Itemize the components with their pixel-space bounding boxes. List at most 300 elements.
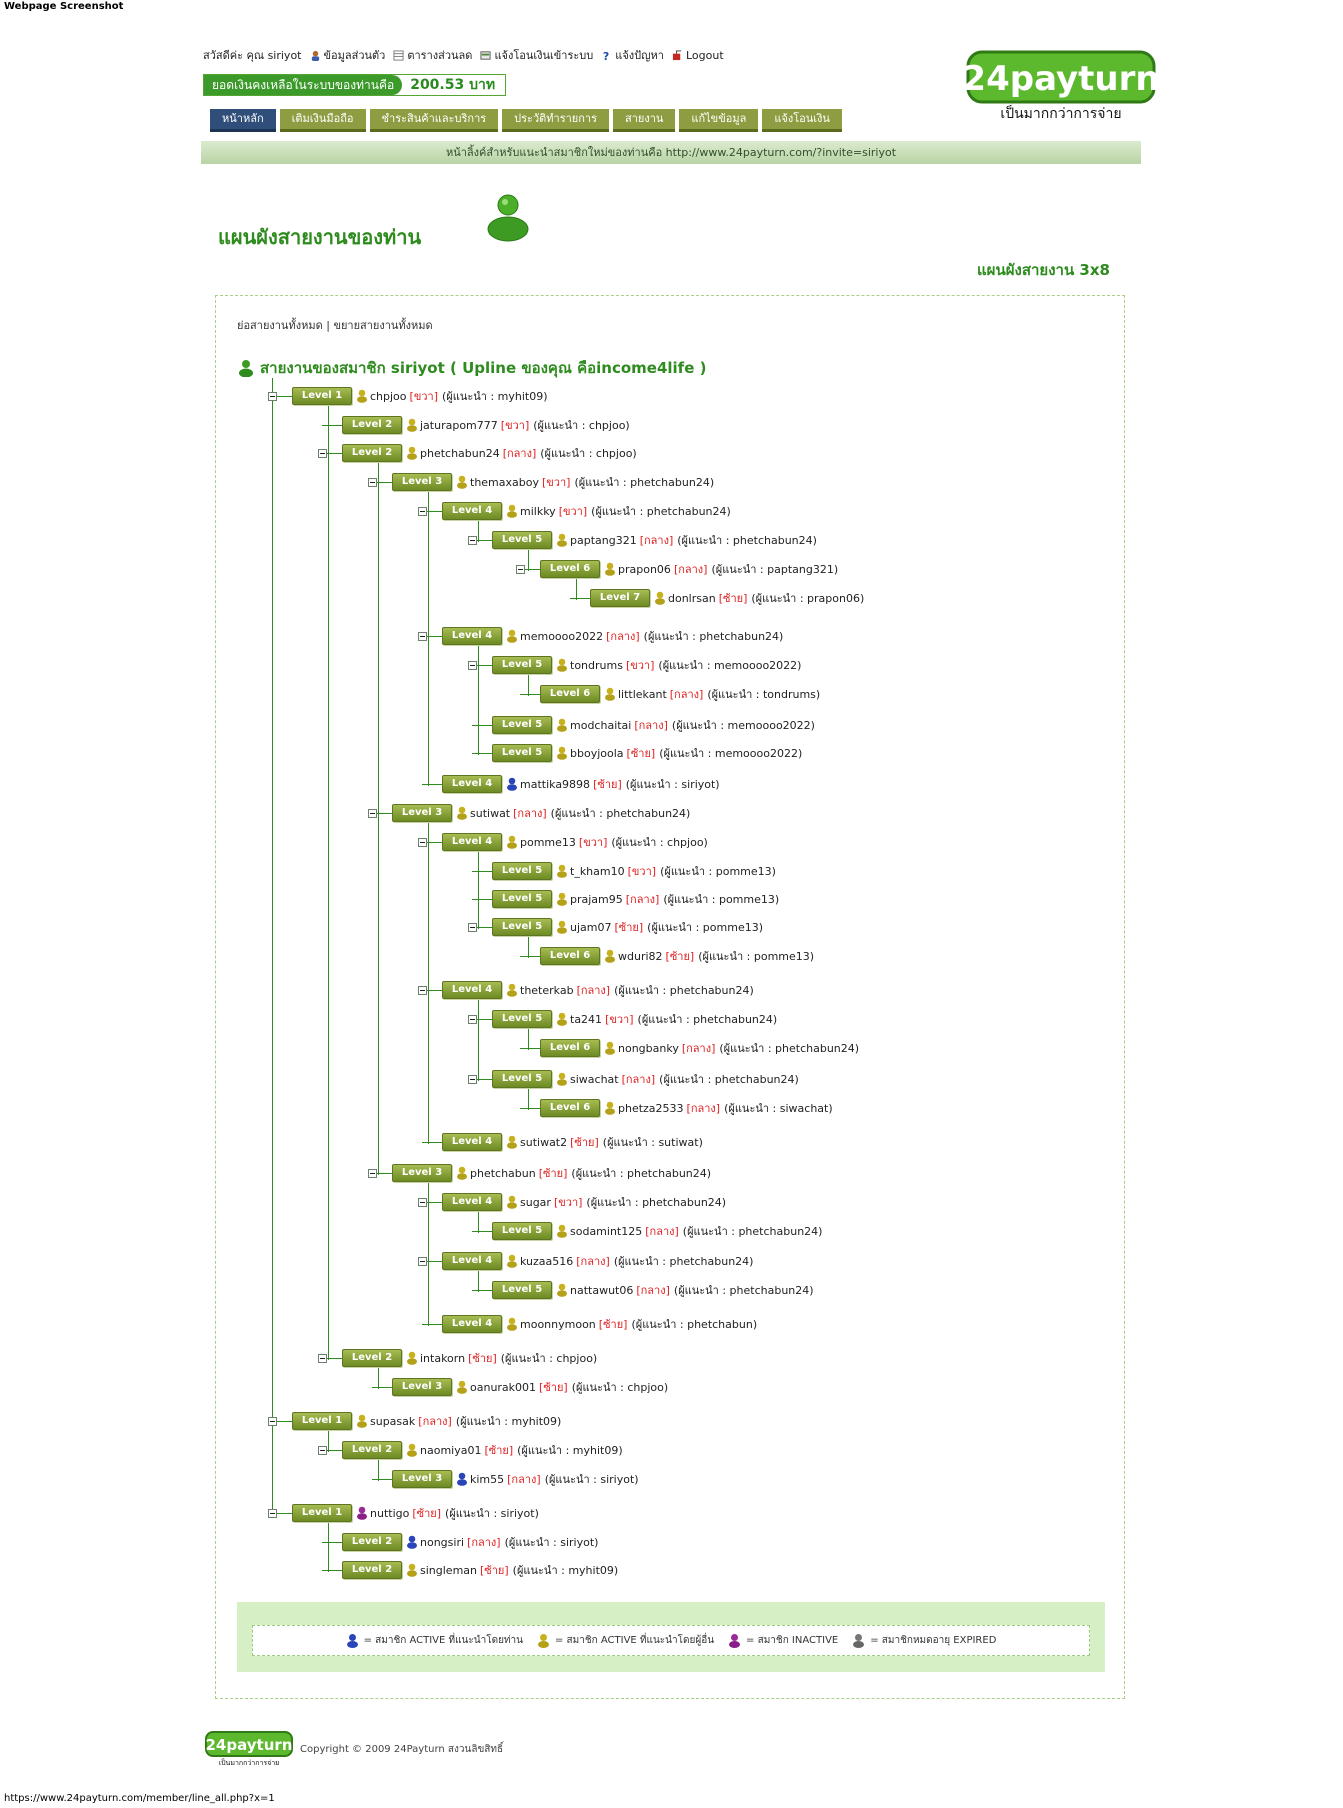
tree-connector [472, 899, 492, 900]
member-referrer: (ผู้แนะนำ : myhit09) [512, 1564, 619, 1577]
plan-label: แผนผังสายงาน 3x8 [977, 261, 1110, 279]
yellow-member-icon [556, 1012, 568, 1026]
member-position: [ขวา] [558, 505, 588, 518]
member-position: [กลาง] [621, 1073, 656, 1086]
yellow-member-icon [604, 687, 616, 701]
tree-node[interactable] [392, 1164, 711, 1182]
legend [252, 1625, 1090, 1656]
member-username: prajam95 [570, 892, 623, 906]
tree-connector [428, 1173, 429, 1326]
tree-node[interactable] [492, 918, 763, 936]
member-position: [ซ้าย] [539, 1381, 568, 1394]
member-referrer: (ผู้แนะนำ : myhit09) [455, 1415, 562, 1428]
level-badge: Level 5 [492, 1010, 552, 1028]
member-username: chpjoo [370, 389, 407, 403]
expand-collapse-toggle[interactable] [418, 507, 427, 516]
level-badge: Level 4 [442, 1133, 502, 1151]
tree-connector [520, 694, 540, 695]
expand-collapse-toggle[interactable] [468, 661, 477, 670]
yellow-member-icon [506, 1135, 518, 1149]
status-bar-url: https://www.24payturn.com/member/line_all.php?x=1 [4, 1793, 275, 1804]
tree-connector [372, 1387, 392, 1388]
level-badge: Level 1 [292, 1504, 352, 1522]
member-position: [ขวา] [500, 419, 530, 432]
expand-collapse-toggle[interactable] [368, 809, 377, 818]
member-username: intakorn [420, 1351, 466, 1365]
expand-collapse-toggle[interactable] [368, 1169, 377, 1178]
level-badge: Level 4 [442, 981, 502, 999]
tree-connector [328, 396, 329, 1360]
collapse-all-link[interactable]: ย่อสายงานทั้งหมด [237, 319, 323, 332]
tree-node[interactable] [442, 1252, 753, 1270]
member-position: [กลาง] [625, 893, 660, 906]
notify-transfer-label: แจ้งโอนเงินเข้าระบบ [494, 49, 594, 62]
member-position: [กลาง] [606, 630, 640, 643]
tree-node[interactable] [442, 1315, 757, 1333]
yellow-member-icon [556, 1283, 568, 1297]
yellow-member-icon [556, 718, 568, 732]
money-transfer-icon [480, 50, 491, 61]
tree-node[interactable] [442, 833, 708, 851]
blue-member-icon [456, 1472, 468, 1486]
level-badge: Level 6 [540, 560, 600, 578]
level-badge: Level 2 [342, 1533, 402, 1551]
level-badge: Level 2 [342, 1441, 402, 1459]
member-referrer: (ผู้แนะนำ : siriyot) [625, 778, 720, 791]
yellow-member-icon [556, 920, 568, 934]
member-position: [ซ้าย] [412, 1507, 442, 1520]
legend-text: = สมาชิก ACTIVE ที่แนะนำโดยท่าน [363, 1635, 523, 1646]
member-referrer: (ผู้แนะนำ : phetchabun24) [659, 1073, 799, 1086]
member-username: themaxaboy [470, 475, 539, 489]
level-badge: Level 1 [292, 387, 352, 405]
legend-item-active-others [537, 1633, 714, 1648]
tree-node[interactable] [392, 473, 714, 491]
expand-collapse-toggle[interactable] [418, 1198, 427, 1207]
member-username: nattawut06 [570, 1283, 634, 1297]
yellow-member-icon [654, 591, 666, 605]
member-position: [ซ้าย] [484, 1444, 514, 1457]
tree-connector [520, 1048, 540, 1049]
yellow-member-icon [506, 1195, 518, 1209]
yellow-member-icon [604, 1041, 616, 1055]
expand-collapse-toggle[interactable] [468, 536, 477, 545]
blue-member-icon [346, 1633, 359, 1648]
expand-collapse-toggle[interactable] [468, 923, 477, 932]
member-username: tondrums [570, 658, 623, 672]
member-referrer: (ผู้แนะนำ : phetchabun24) [637, 1013, 778, 1026]
greeting-text: สวัสดีค่ะ คุณ siriyot [203, 49, 302, 62]
member-position: [ขวา] [553, 1196, 583, 1209]
yellow-member-icon [506, 835, 518, 849]
tree-connector [422, 1142, 442, 1143]
tree-connector [520, 956, 540, 957]
logout-label: Logout [685, 48, 724, 62]
member-referrer: (ผู้แนะนำ : phetchabun) [631, 1318, 758, 1331]
level-badge: Level 3 [392, 1378, 452, 1396]
level-badge: Level 7 [590, 589, 650, 607]
yellow-member-icon [456, 806, 468, 820]
tree-node[interactable] [540, 685, 820, 703]
level-badge: Level 2 [342, 1561, 402, 1579]
tree-connector [322, 425, 342, 426]
legend-text: = สมาชิก ACTIVE ที่แนะนำโดยผู้อื่น [554, 1635, 715, 1646]
member-referrer: (ผู้แนะนำ : sutiwat) [602, 1136, 703, 1149]
balance-box [203, 74, 506, 96]
tree-node[interactable] [492, 656, 801, 674]
member-referrer: (ผู้แนะนำ : myhit09) [442, 390, 548, 403]
expand-collapse-toggle[interactable] [318, 1446, 327, 1455]
member-position: [ซ้าย] [626, 747, 656, 760]
member-referrer: (ผู้แนะนำ : phetchabun24) [574, 476, 715, 489]
tree-node[interactable] [442, 1133, 703, 1151]
member-position: [ซ้าย] [468, 1352, 497, 1365]
member-referrer: (ผู้แนะนำ : chpjoo) [571, 1381, 669, 1394]
level-badge: Level 4 [442, 1252, 502, 1270]
tree-node[interactable] [492, 1222, 822, 1240]
root-member-icon [238, 359, 254, 377]
member-username: jaturapom777 [420, 418, 498, 432]
tree-connector [472, 871, 492, 872]
tree-node[interactable] [342, 1441, 623, 1459]
profile-link[interactable] [310, 46, 386, 64]
member-username: wduri82 [618, 949, 663, 963]
yellow-member-icon [506, 1254, 518, 1268]
member-position: [ขวา] [578, 836, 608, 849]
member-referrer: (ผู้แนะนำ : phetchabun24) [586, 1196, 727, 1209]
member-position: [ขวา] [627, 865, 657, 878]
yellow-member-icon [604, 562, 616, 576]
tree-connector [428, 813, 429, 1144]
member-position: [กลาง] [576, 1255, 610, 1268]
svg-text:เป็นมากกว่าการจ่าย: เป็นมากกว่าการจ่าย [218, 1759, 280, 1767]
toggle-separator: | [322, 319, 334, 332]
yellow-member-icon [506, 983, 518, 997]
tree-node[interactable] [392, 804, 690, 822]
tree-node[interactable] [292, 1504, 539, 1522]
tree-node[interactable] [442, 775, 720, 793]
tree-node[interactable] [492, 1281, 814, 1299]
level-badge: Level 5 [492, 1281, 552, 1299]
level-badge: Level 3 [392, 1470, 452, 1488]
member-username: oanurak001 [470, 1380, 537, 1394]
balance-label: ยอดเงินคงเหลือในระบบของท่านคือ [204, 75, 402, 95]
member-position: [ซ้าย] [665, 950, 695, 963]
tree-node[interactable] [442, 627, 783, 645]
expand-collapse-toggle[interactable] [268, 392, 277, 401]
yellow-member-icon [556, 1072, 568, 1086]
level-badge: Level 2 [342, 416, 402, 434]
table-icon [393, 50, 404, 61]
tree-node[interactable] [492, 1010, 777, 1028]
profile-link-label: ข้อมูลส่วนตัว [323, 49, 386, 62]
member-position: [กลาง] [645, 1225, 679, 1238]
window-title: Webpage Screenshot [4, 1, 124, 12]
member-position: [ขวา] [541, 476, 571, 489]
level-badge: Level 5 [492, 1070, 552, 1088]
member-position: [กลาง] [636, 1284, 670, 1297]
expand-collapse-toggle[interactable] [516, 565, 525, 574]
yellow-member-icon [406, 1563, 418, 1577]
member-referrer: (ผู้แนะนำ : pomme13) [698, 950, 815, 963]
tree-node[interactable] [492, 531, 817, 549]
member-referrer: (ผู้แนะนำ : phetchabun24) [719, 1042, 860, 1055]
copyright: Copyright © 2009 24Payturn สงวนลิขสิทธิ์ [300, 1744, 504, 1755]
yellow-member-icon [356, 389, 368, 403]
tree-node[interactable] [342, 416, 630, 434]
tree-connector [322, 1542, 342, 1543]
tab-notify-transfer[interactable]: แจ้งโอนเงิน [762, 109, 842, 132]
tree-node[interactable] [442, 502, 731, 520]
member-position: [กลาง] [681, 1042, 716, 1055]
member-username: sugar [520, 1195, 551, 1209]
member-network-icon [486, 193, 530, 243]
svg-text:?: ? [603, 49, 610, 61]
tree-connector [472, 753, 492, 754]
expand-collapse-toggle[interactable] [318, 449, 327, 458]
level-badge: Level 6 [540, 1039, 600, 1057]
tab-home[interactable]: หน้าหลัก [210, 109, 276, 132]
yellow-member-icon [556, 746, 568, 760]
tree-connector [422, 784, 442, 785]
expand-collapse-toggle[interactable] [418, 632, 427, 641]
member-referrer: (ผู้แนะนำ : chpjoo) [533, 419, 630, 432]
tree-node[interactable] [442, 981, 754, 999]
level-badge: Level 5 [492, 1222, 552, 1240]
member-username: mattika9898 [520, 777, 591, 791]
tree-node[interactable] [292, 387, 548, 405]
tree-node[interactable] [492, 1070, 799, 1088]
member-position: [ซ้าย] [614, 921, 644, 934]
member-username: nuttigo [370, 1506, 410, 1520]
tree-node[interactable] [590, 589, 864, 607]
purple-member-icon [728, 1633, 741, 1648]
svg-text:24payturn: 24payturn [205, 1736, 293, 1754]
tree-node[interactable] [342, 1561, 618, 1579]
tree-node[interactable] [292, 1412, 561, 1430]
tree-node[interactable] [342, 444, 637, 462]
member-referrer: (ผู้แนะนำ : memoooo2022) [671, 719, 815, 732]
level-badge: Level 4 [442, 1315, 502, 1333]
yellow-member-icon [556, 892, 568, 906]
tab-pay-bills[interactable]: ชำระสินค้าและบริการ [370, 109, 499, 132]
tree-node[interactable] [342, 1349, 597, 1367]
tab-mobile-topup[interactable]: เติมเงินมือถือ [280, 109, 366, 132]
tree-node[interactable] [492, 862, 776, 880]
member-position: [ซ้าย] [538, 1167, 568, 1180]
member-username: memoooo2022 [520, 629, 604, 643]
expand-collapse-toggle[interactable] [418, 986, 427, 995]
yellow-member-icon [506, 504, 518, 518]
member-username: supasak [370, 1414, 416, 1428]
member-referrer: (ผู้แนะนำ : phetchabun24) [682, 1225, 823, 1238]
yellow-member-icon [456, 475, 468, 489]
member-position: [ซ้าย] [480, 1564, 509, 1577]
member-username: nongsiri [420, 1535, 465, 1549]
tree-connector [472, 1231, 492, 1232]
level-badge: Level 6 [540, 947, 600, 965]
member-username: sodamint125 [570, 1224, 643, 1238]
member-username: t_kham10 [570, 864, 625, 878]
page-title: แผนผังสายงานของท่าน [218, 225, 422, 249]
member-referrer: (ผู้แนะนำ : pomme13) [660, 865, 776, 878]
tree-connector [478, 636, 479, 755]
blue-member-icon [506, 777, 518, 791]
yellow-member-icon [456, 1380, 468, 1394]
purple-member-icon [356, 1506, 368, 1520]
member-referrer: (ผู้แนะนำ : pomme13) [647, 921, 764, 934]
expand-collapse-toggle[interactable] [368, 478, 377, 487]
member-username: theterkab [520, 983, 574, 997]
expand-collapse-toggle[interactable] [318, 1354, 327, 1363]
level-badge: Level 3 [392, 1164, 452, 1182]
member-username: phetchabun [470, 1166, 536, 1180]
tree-node[interactable] [540, 1039, 859, 1057]
logout-icon [672, 50, 683, 61]
member-position: [กลาง] [576, 984, 611, 997]
footer-logo [205, 1731, 293, 1767]
tree-node[interactable] [540, 560, 838, 578]
member-referrer: (ผู้แนะนำ : phetchabun24) [613, 1255, 754, 1268]
level-badge: Level 6 [540, 1099, 600, 1117]
member-position: [กลาง] [686, 1102, 721, 1115]
member-position: [ซ้าย] [593, 778, 622, 791]
member-referrer: (ผู้แนะนำ : siwachat) [724, 1102, 833, 1115]
member-referrer: (ผู้แนะนำ : phetchabun24) [643, 630, 784, 643]
tree-node[interactable] [492, 716, 815, 734]
legend-item-inactive [728, 1633, 838, 1648]
yellow-member-icon [506, 1317, 518, 1331]
legend-text: = สมาชิก INACTIVE [746, 1635, 839, 1646]
member-referrer: (ผู้แนะนำ : phetchabun24) [677, 534, 817, 547]
tree-connector [478, 842, 479, 929]
tree-connector [422, 1324, 442, 1325]
expand-collapse-toggle[interactable] [468, 1075, 477, 1084]
member-referrer: (ผู้แนะนำ : tondrums) [707, 688, 821, 701]
expand-collapse-toggle[interactable] [418, 1257, 427, 1266]
member-username: ta241 [570, 1012, 603, 1026]
member-username: nongbanky [618, 1041, 679, 1055]
tree-node[interactable] [342, 1533, 598, 1551]
brand-logo[interactable] [966, 50, 1156, 122]
member-referrer: (ผู้แนะนำ : phetchabun24) [614, 984, 754, 997]
level-badge: Level 2 [342, 1349, 402, 1367]
tree-connector [472, 725, 492, 726]
legend-item-active-mine [346, 1633, 523, 1648]
member-position: [ซ้าย] [570, 1136, 599, 1149]
tab-history[interactable]: ประวัติทำรายการ [502, 109, 609, 132]
member-position: [กลาง] [639, 534, 674, 547]
member-referrer: (ผู้แนะนำ : paptang321) [711, 563, 839, 576]
tree-node[interactable] [442, 1193, 726, 1211]
member-username: ujam07 [570, 920, 612, 934]
tree-node[interactable] [492, 744, 802, 762]
expand-all-link[interactable]: ขยายสายงานทั้งหมด [333, 319, 433, 332]
report-problem-link[interactable] [601, 46, 664, 64]
member-referrer: (ผู้แนะนำ : chpjoo) [540, 447, 637, 460]
member-referrer: (ผู้แนะนำ : chpjoo) [611, 836, 708, 849]
tree-connector [472, 1290, 492, 1291]
member-referrer: (ผู้แนะนำ : chpjoo) [500, 1352, 598, 1365]
invite-link-bar: หน้าลิ้งค์สำหรับแนะนำสมาชิกใหม่ของท่านคือ http://www.24payturn.com/?invite=siriyot [201, 141, 1141, 164]
member-position: [กลาง] [467, 1536, 501, 1549]
tree-node[interactable] [492, 890, 779, 908]
member-position: [กลาง] [513, 807, 547, 820]
member-username: bboyjoola [570, 746, 624, 760]
member-position: [กลาง] [673, 563, 708, 576]
member-position: [กลาง] [418, 1415, 452, 1428]
level-badge: Level 5 [492, 918, 552, 936]
member-username: littlekant [618, 687, 667, 701]
header-greeting-bar [203, 46, 724, 64]
user-icon [310, 50, 321, 61]
member-username: phetza2533 [618, 1101, 684, 1115]
tree-node[interactable] [392, 1378, 668, 1396]
member-referrer: (ผู้แนะนำ : siriyot) [445, 1507, 539, 1520]
tree-node[interactable] [392, 1470, 639, 1488]
member-position: [ซ้าย] [718, 592, 748, 605]
expand-collapse-toggle[interactable] [468, 1015, 477, 1024]
member-referrer: (ผู้แนะนำ : siriyot) [504, 1536, 599, 1549]
member-username: milkky [520, 504, 556, 518]
yellow-member-icon [406, 1443, 418, 1457]
yellow-member-icon [556, 533, 568, 547]
yellow-member-icon [556, 658, 568, 672]
discount-table-link[interactable] [393, 46, 472, 64]
member-username: singleman [420, 1563, 477, 1577]
expand-collapse-toggle[interactable] [268, 1509, 277, 1518]
tree-root [238, 356, 706, 380]
tree-node[interactable] [540, 947, 814, 965]
member-referrer: (ผู้แนะนำ : memoooo2022) [658, 659, 802, 672]
member-referrer: (ผู้แนะนำ : prapon06) [751, 592, 865, 605]
tree-connector [322, 1570, 342, 1571]
member-referrer: (ผู้แนะนำ : phetchabun24) [673, 1284, 814, 1297]
level-badge: Level 5 [492, 531, 552, 549]
tab-edit-profile[interactable]: แก้ไขข้อมูล [679, 109, 758, 132]
yellow-member-icon [406, 1351, 418, 1365]
expand-collapse-toggle[interactable] [418, 838, 427, 847]
member-username: sutiwat2 [520, 1135, 568, 1149]
tab-network[interactable]: สายงาน [613, 109, 675, 132]
logout-link[interactable] [672, 49, 724, 62]
help-icon [601, 50, 612, 61]
expand-collapse-toggle[interactable] [268, 1417, 277, 1426]
tree-node[interactable] [540, 1099, 833, 1117]
yellow-member-icon [406, 446, 418, 460]
level-badge: Level 4 [442, 502, 502, 520]
level-badge: Level 5 [492, 716, 552, 734]
member-username: siwachat [570, 1072, 619, 1086]
yellow-member-icon [604, 949, 616, 963]
gray-member-icon [852, 1633, 865, 1648]
member-username: donlrsan [668, 591, 716, 605]
level-badge: Level 4 [442, 833, 502, 851]
tree-connector [478, 990, 479, 1081]
tree-connector [520, 1108, 540, 1109]
svg-text:เป็นมากกว่าการจ่าย: เป็นมากกว่าการจ่าย [1000, 106, 1122, 122]
tree-connector [272, 378, 273, 1513]
level-badge: Level 3 [392, 473, 452, 491]
notify-transfer-link[interactable] [480, 46, 593, 64]
member-username: moonnymoon [520, 1317, 596, 1331]
member-position: [ขวา] [605, 1013, 634, 1026]
level-badge: Level 5 [492, 744, 552, 762]
level-badge: Level 6 [540, 685, 600, 703]
yellow-member-icon [556, 1224, 568, 1238]
yellow-member-icon [356, 1414, 368, 1428]
tree-connector [570, 598, 590, 599]
